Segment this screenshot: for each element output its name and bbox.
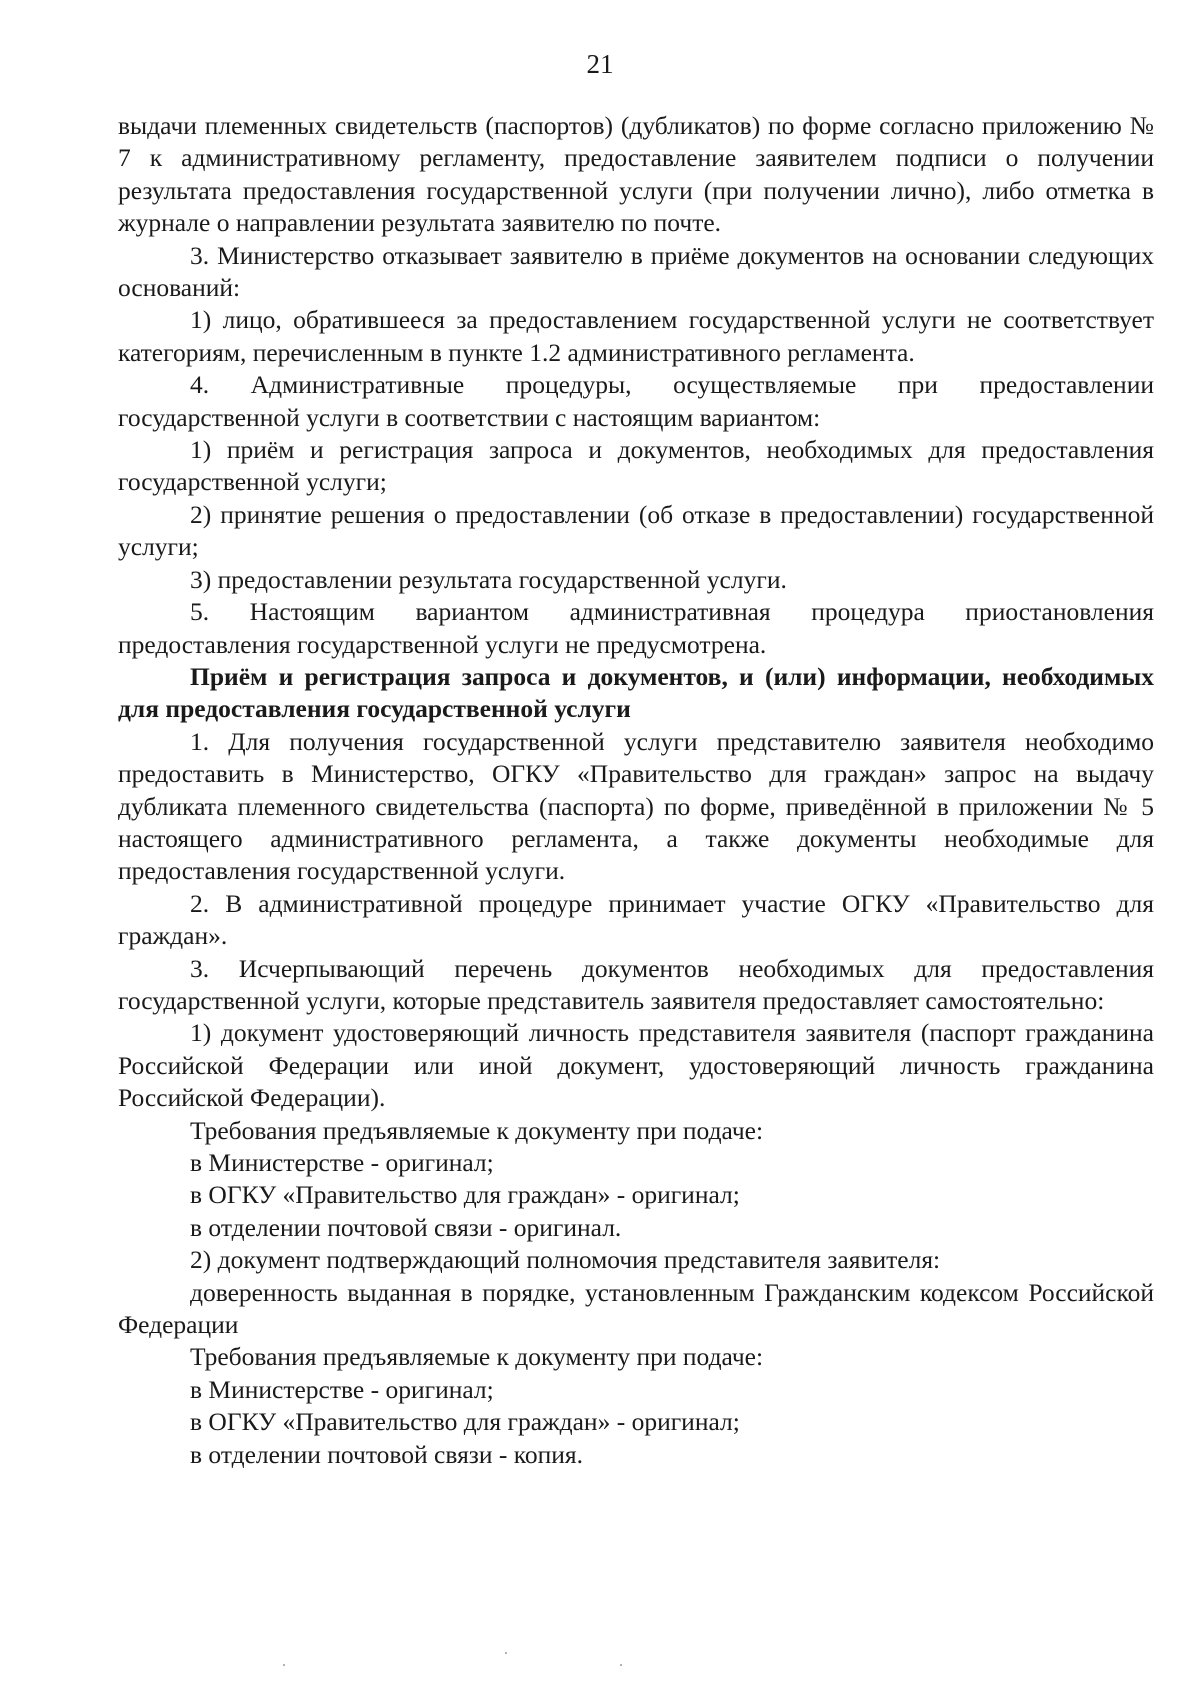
paragraph-requirements: Требования предъявляемые к документу при подаче: [190,1115,764,1145]
paragraph-requirement-line: в Министерстве - оригинал; [190,1374,494,1404]
paragraph-requirement-line: в ОГКУ «Правительство для граждан» - оригинал; [190,1180,740,1210]
paragraph-item-1: 1. Для получения государственной услуги представителю заявителя необходимо предоставить в Министерство, ОГКУ «Правительство для граждан» запрос на выдачу дубликата племенного свидетельства (паспорта) по форме, приведённой в приложении № 5 настоящего административного регламента, а также документы необходимые для предоставления государственной услуги. [118,726,1154,886]
scan-speck [620,1664,622,1666]
paragraph-subitem: 3) предоставлении результата государственной услуги. [190,564,787,594]
paragraph-requirement-line: в ОГКУ «Правительство для граждан» - оригинал; [190,1407,740,1437]
scan-speck [505,1652,507,1654]
paragraph-requirement-line: в отделении почтовой связи - оригинал. [190,1212,622,1242]
document-body [118,110,1154,1471]
paragraph-item-2: 2. В административной процедуре принимает участие ОГКУ «Правительство для граждан». [118,888,1154,951]
paragraph-item-5: 5. Настоящим вариантом административная процедура приостановления предоставления государственной услуги не предусмотрена. [118,597,1154,659]
paragraph-subitem: 1) документ удостоверяющий личность представителя заявителя (паспорт гражданина Российской Федерации или иной документ, удостоверяющий личность гражданина Российской Федерации). [118,1018,1154,1113]
paragraph-subitem: 2) документ подтверждающий полномочия представителя заявителя: [190,1245,941,1275]
paragraph-item-4: 4. Административные процедуры, осуществляемые при предоставлении государственной услуги в соответствии с настоящим вариантом: [118,370,1154,432]
paragraph-item-3: 3. Исчерпывающий перечень документов необходимых для предоставления государственной услуги, которые представитель заявителя предоставляет самостоятельно: [118,953,1154,1015]
paragraph-requirement-line: в Министерстве - оригинал; [190,1148,494,1177]
paragraph-subitem: 1) приём и регистрация запроса и документов, необходимых для предоставления государственной услуги; [118,435,1154,497]
paragraph-subitem: 1) лицо, обратившееся за предоставлением государственной услуги не соответствует категориям, перечисленным в пункте 1.2 административного регламента. [118,305,1154,367]
paragraph-continuation: выдачи племенных свидетельств (паспортов) (дубликатов) по форме согласно приложению № 7 к административному регламенту, предоставление заявителем подписи о получении результата предоставления государственной услуги (при получении лично), либо отметка в журнале о направлении результата заявителю по почте. [118,111,1154,238]
paragraph-requirements: Требования предъявляемые к документу при подаче: [190,1342,764,1372]
scan-speck [283,1664,285,1666]
section-heading: Приём и регистрация запроса и документов, и (или) информации, необходимых для предоставления государственной услуги [118,661,1154,724]
paragraph-subitem: 2) принятие решения о предоставлении (об отказе в предоставлении) государственной услуги; [118,499,1154,562]
paragraph-requirement-line: в отделении почтовой связи - копия. [190,1439,583,1469]
paragraph-item-3: 3. Министерство отказывает заявителю в приёме документов на основании следующих оснований: [118,240,1154,303]
page-number: 21 [586,49,614,79]
paragraph-power-of-attorney: доверенность выданная в порядке, установленным Гражданским кодексом Российской Федерации [118,1277,1154,1340]
